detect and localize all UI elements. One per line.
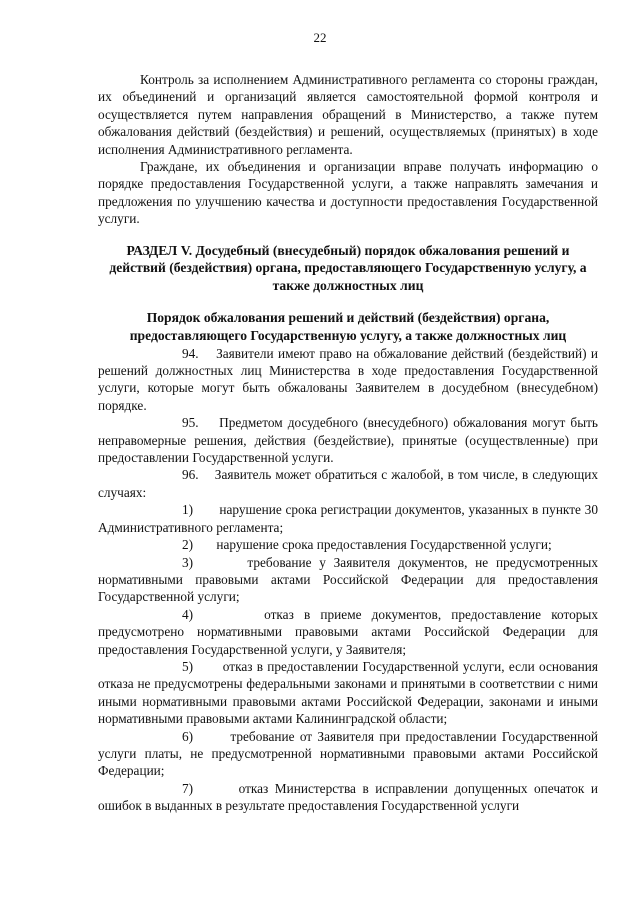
item-number: 96.	[182, 467, 199, 483]
item-text: нарушение срока предоставления Государственной услуги;	[216, 537, 552, 553]
item-text: требование от Заявителя при предоставлении Государственной услуги платы, не предусмотренной нормативными правовыми актами Российской Федерации;	[98, 728, 598, 779]
item-number: 3)	[182, 554, 194, 570]
list-item-7	[98, 780, 598, 815]
item-text: Предметом досудебного (внесудебного) обжалования могут быть неправомерные решения, действия (бездействие), принятые (осуществленные) при предоставлении Государственной услуги.	[98, 415, 598, 466]
page-number: 22	[313, 30, 327, 45]
list-item-94	[98, 345, 598, 415]
item-text: Заявители имеют право на обжалование действий (бездействий) и решений должностных лиц Министерства в ходе предоставления Государственной услуги, которые могут быть обжалованы Заявителем в досудебном (внесудебном) порядке.	[98, 345, 598, 413]
item-number: 2)	[182, 537, 194, 553]
list-item-5	[98, 658, 598, 728]
item-number: 95.	[182, 415, 199, 431]
list-item-4	[98, 606, 598, 658]
item-number: 6)	[182, 728, 194, 744]
list-item-1	[98, 501, 598, 536]
item-text: отказ Министерства в исправлении допущенных опечаток и ошибок в выданных в результате предоставления Государственной услуги	[98, 780, 598, 814]
list-item-3	[98, 554, 598, 606]
document-body	[98, 71, 598, 815]
list-item-96	[98, 466, 598, 501]
subsection-heading: Порядок обжалования решений и действий (бездействия) органа, предоставляющего Государственную услугу, а также должностных лиц	[129, 310, 567, 344]
item-number: 7)	[182, 780, 194, 796]
item-text: нарушение срока регистрации документов, указанных в пункте 30 Административного регламента;	[98, 502, 598, 535]
item-text: отказ в предоставлении Государственной услуги, если основания отказа не предусмотрены федеральными законами и принятыми в соответствии с ними иными нормативными правовыми актами Российской Федерации, законами и иными нормативными правовыми актами Калининградской области;	[98, 658, 598, 727]
paragraph-control: Контроль за исполнением Административного регламента со стороны граждан, их объединений и организаций является самостоятельной формой контроля и осуществляется путем направления обращений в Министерство, а также путем обжалования действий (бездействия) и решений, осуществляемых (принятых) в ходе исполнения Административного регламента.	[98, 72, 598, 157]
item-number: 1)	[182, 502, 194, 518]
section-heading: РАЗДЕЛ V. Досудебный (внесудебный) порядок обжалования решений и действий (бездействия) органа, предоставляющего Государственную услугу, а также должностных лиц	[109, 242, 587, 293]
list-item-6	[98, 728, 598, 780]
item-number: 5)	[182, 658, 194, 674]
item-text: требование у Заявителя документов, не предусмотренных нормативными правовыми актами Российской Федерации для предоставления Государственной услуги;	[98, 554, 598, 605]
item-number: 4)	[182, 606, 194, 622]
list-item-95	[98, 414, 598, 466]
paragraph-citizens-info: Граждане, их объединения и организации вправе получать информацию о порядке предоставления Государственной услуги, а также направлять замечания и предложения по улучшению качества и доступности предоставления Государственной услуги.	[98, 159, 598, 227]
item-text: Заявитель может обратиться с жалобой, в том числе, в следующих случаях:	[98, 467, 598, 500]
item-number: 94.	[182, 345, 199, 361]
item-text: отказ в приеме документов, предоставление которых предусмотрено нормативными правовыми актами Российской Федерации для предоставления Государственной услуги, у Заявителя;	[98, 606, 598, 657]
list-item-2	[98, 536, 598, 553]
